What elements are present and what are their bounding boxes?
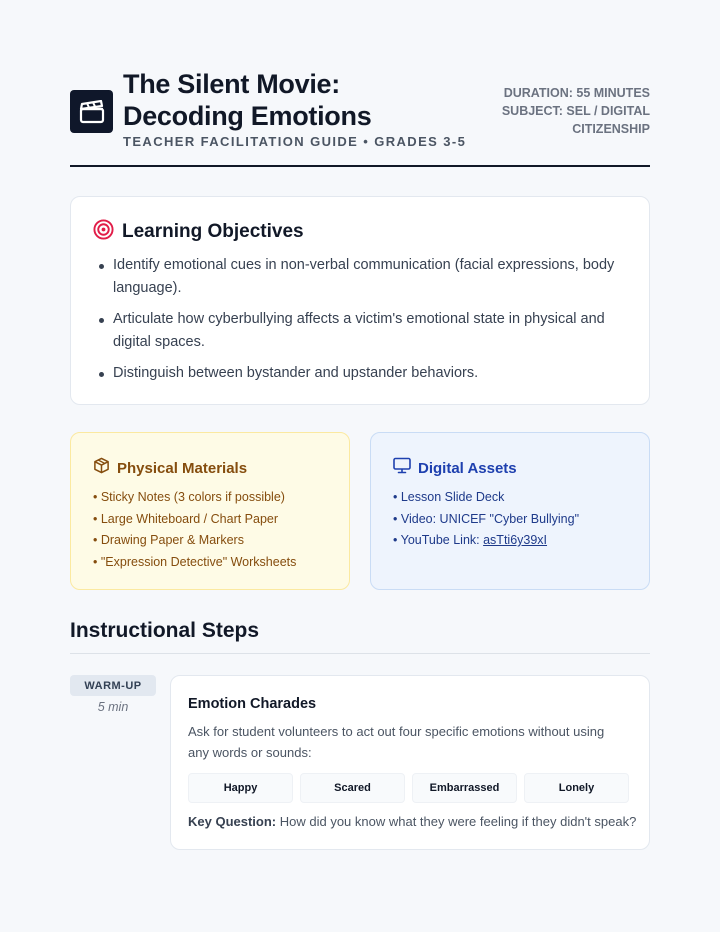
emotion-chip: Scared: [300, 773, 405, 803]
box-icon: [93, 457, 110, 479]
lesson-meta: [460, 84, 650, 138]
objective-item: Distinguish between bystander and upstander behaviors.: [113, 362, 623, 385]
physical-materials-header: [93, 457, 247, 479]
list-item: • Sticky Notes (3 colors if possible): [93, 490, 285, 504]
emotion-chip: Embarrassed: [412, 773, 517, 803]
list-item: • Lesson Slide Deck: [393, 490, 505, 504]
digital-assets-title: Digital Assets: [418, 459, 517, 477]
emotion-chip: Lonely: [524, 773, 629, 803]
subject-label: SUBJECT: SEL / DIGITAL CITIZENSHIP: [501, 104, 650, 136]
learning-objectives-card: [70, 196, 650, 405]
duration-label: DURATION: 55 MINUTES: [503, 86, 650, 100]
step-description: Ask for student volunteers to act out four specific emotions without using any words or sounds:: [188, 724, 605, 760]
warmup-step-card: [170, 675, 650, 850]
objective-item: Articulate how cyberbullying affects a victim's emotional state in physical and digital spaces.: [113, 308, 623, 354]
page-subtitle: TEACHER FACILITATION GUIDE • GRADES 3-5: [123, 134, 467, 149]
youtube-link-label: • YouTube Link:: [393, 533, 484, 547]
key-question-text: How did you know what they were feeling if they didn't speak?: [276, 814, 637, 829]
objectives-title: Learning Objectives: [122, 221, 304, 242]
digital-assets-card: [370, 432, 650, 590]
list-item: • Video: UNICEF "Cyber Bullying": [393, 511, 580, 526]
step-title: Emotion Charades: [188, 696, 317, 712]
list-item: • Drawing Paper & Markers: [93, 533, 244, 547]
emotion-chip: Happy: [188, 773, 293, 803]
steps-divider: [70, 653, 650, 654]
key-question: [188, 814, 636, 829]
target-icon: [93, 219, 114, 245]
youtube-link[interactable]: asTti6y39xI: [483, 533, 548, 547]
list-item: • "Expression Detective" Worksheets: [93, 554, 297, 569]
key-question-label: Key Question:: [188, 814, 277, 829]
list-item: • Large Whiteboard / Chart Paper: [93, 511, 279, 526]
header-divider: [70, 165, 650, 167]
page-header: [70, 68, 650, 168]
digital-assets-header: [393, 457, 517, 479]
phase-badge: WARM-UP: [70, 675, 156, 696]
objectives-list: [113, 254, 623, 393]
digital-assets-list: [393, 487, 579, 552]
objectives-header: [93, 219, 304, 245]
page-title: The Silent Movie: Decoding Emotions: [123, 69, 372, 131]
objective-item: Identify emotional cues in non-verbal communication (facial expressions, body language).: [113, 254, 623, 300]
emotion-list: [188, 773, 629, 803]
phase-duration: 5 min: [97, 700, 129, 714]
monitor-icon: [393, 457, 411, 479]
instructional-steps-title: Instructional Steps: [70, 619, 260, 642]
physical-materials-card: [70, 432, 350, 590]
physical-materials-title: Physical Materials: [117, 459, 248, 477]
physical-materials-list: [93, 487, 296, 573]
list-item: [393, 530, 579, 552]
clapperboard-icon: [70, 90, 113, 133]
